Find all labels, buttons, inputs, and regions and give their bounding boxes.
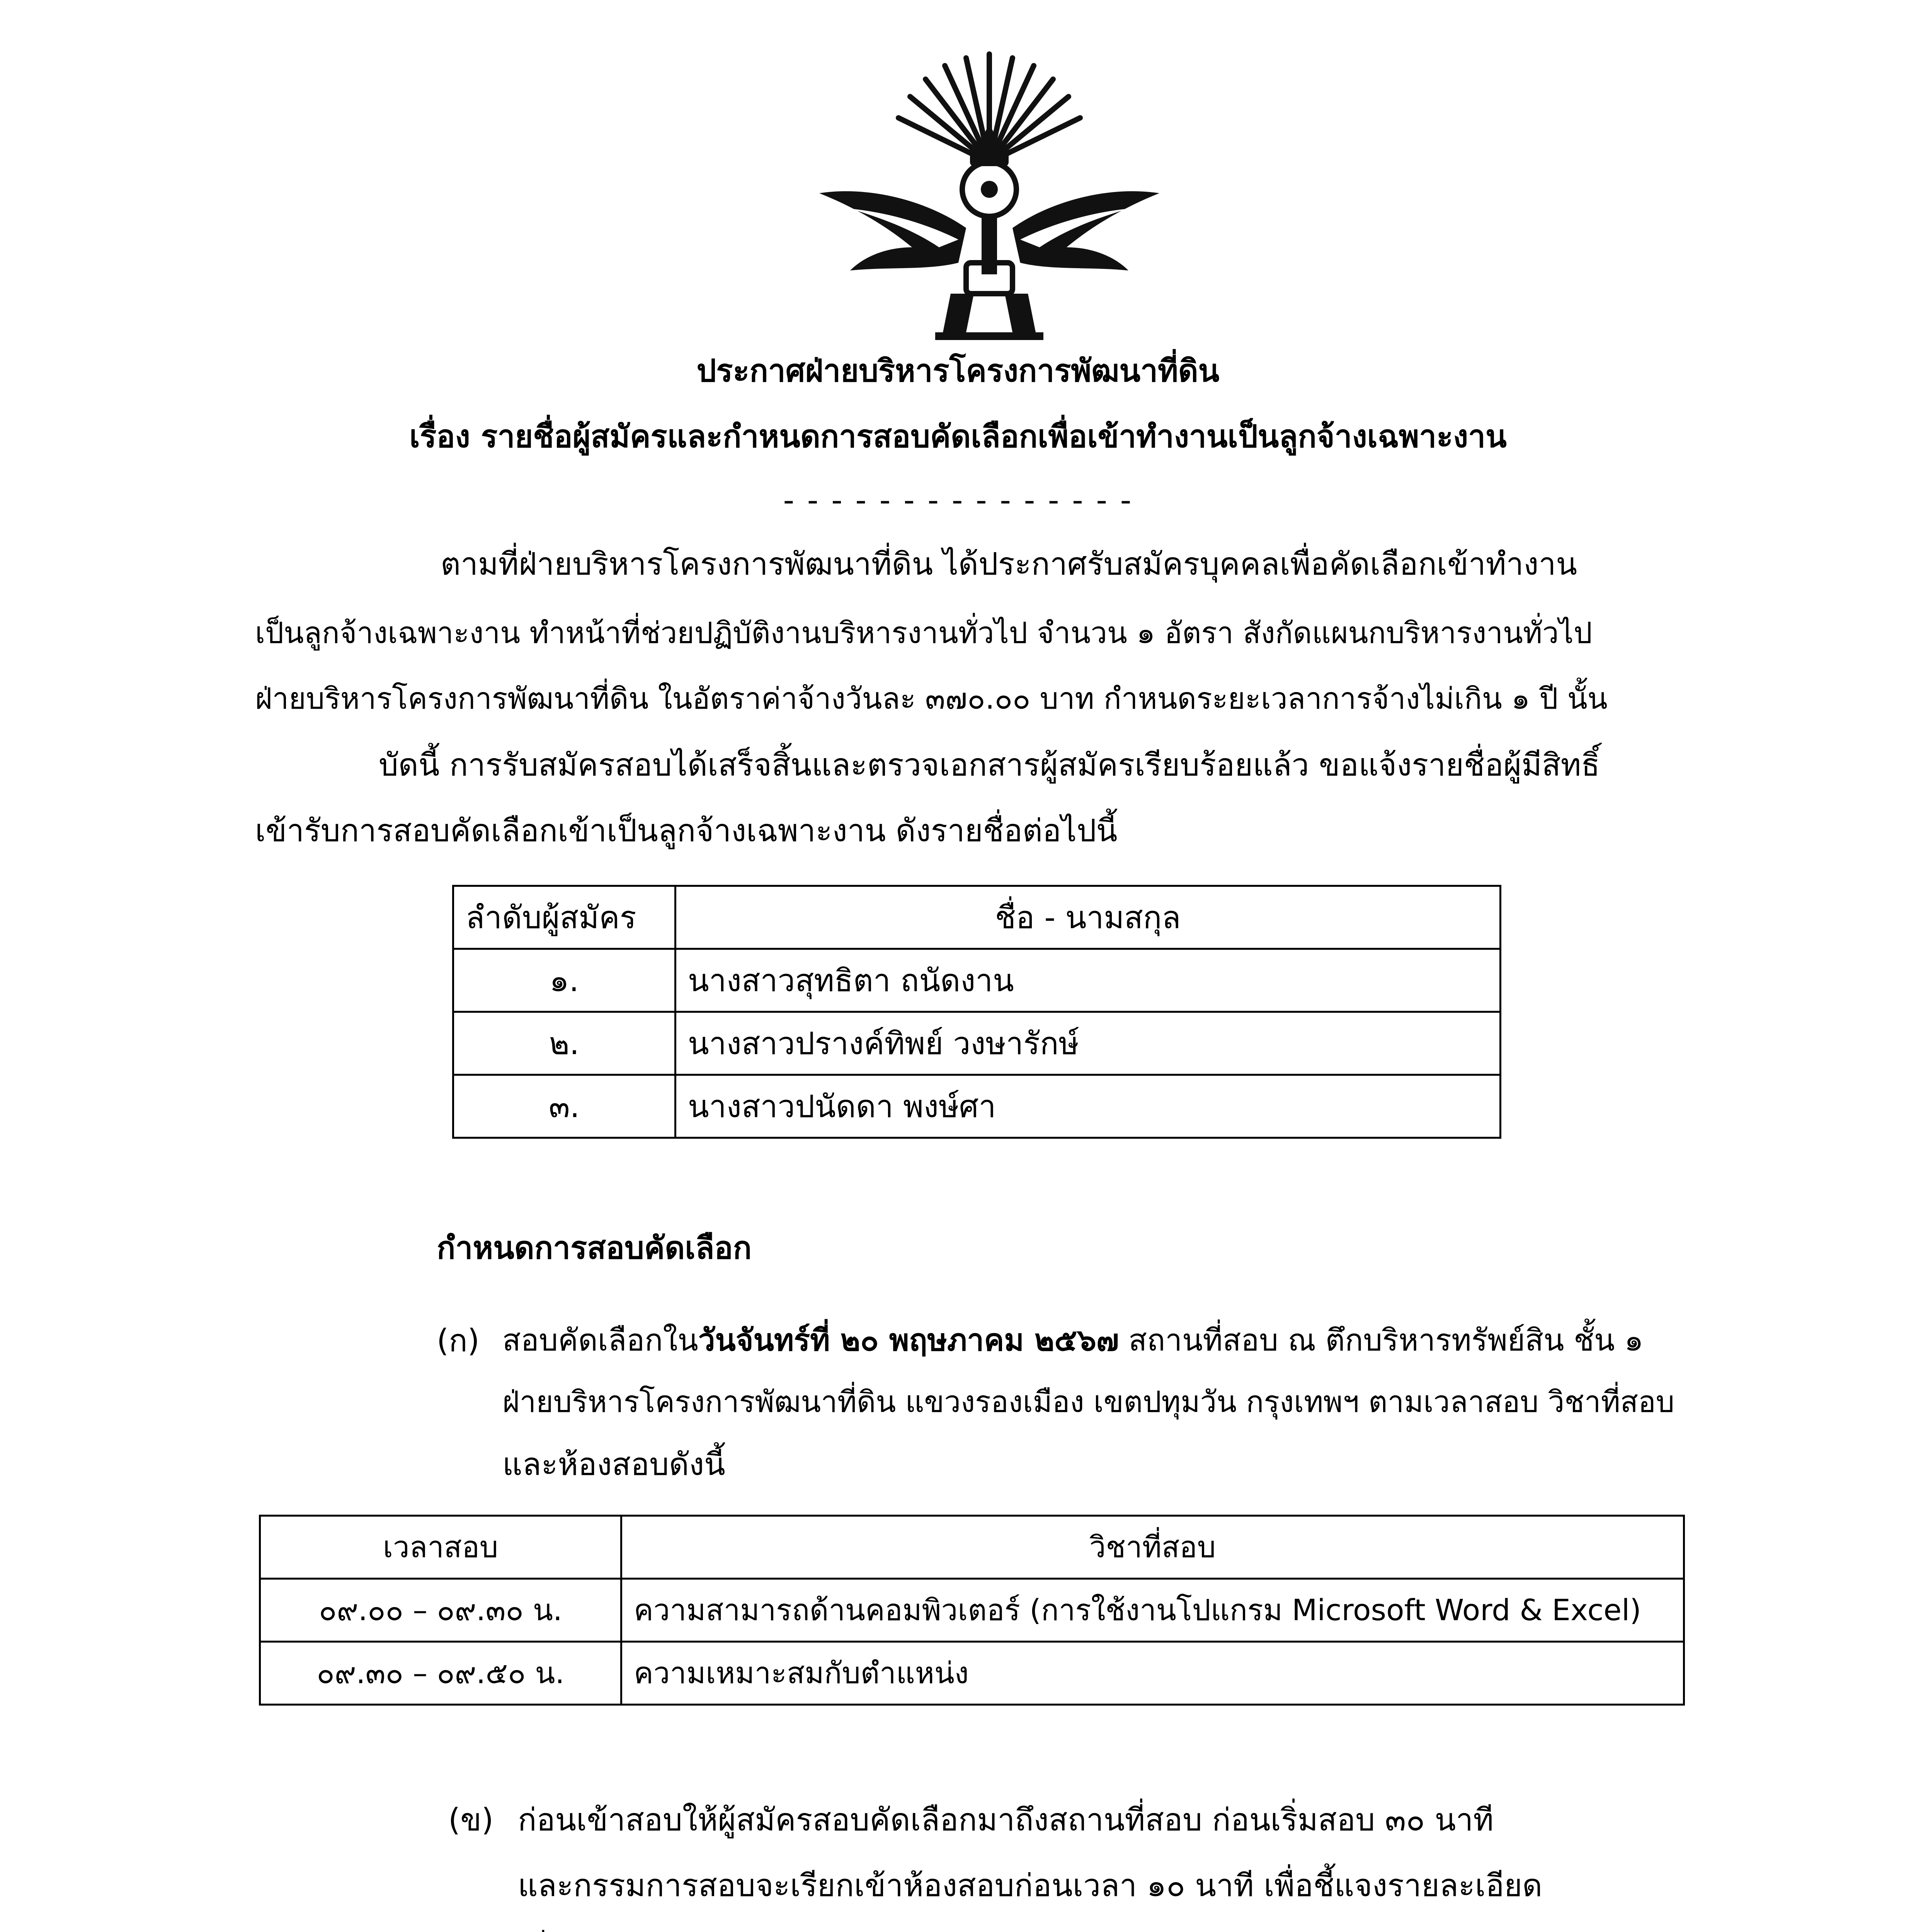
exam-time: ๐๙.๐๐ – ๐๙.๓๐ น. [260, 1579, 621, 1642]
column-header-time: เวลาสอบ [260, 1516, 621, 1579]
schedule-heading: กำหนดการสอบคัดเลือก [437, 1230, 752, 1266]
applicant-name: นางสาวปรางค์ทิพย์ วงษารักษ์ [676, 1012, 1501, 1075]
applicant-name: นางสาวสุทธิตา ถนัดงาน [676, 949, 1501, 1012]
intro-paragraph-2-line-2: เข้ารับการสอบคัดเลือกเข้าเป็นลูกจ้างเฉพาะงาน ดังรายชื่อต่อไปนี้ [255, 813, 1118, 849]
item-a-line-3: และห้องสอบดังนี้ [502, 1446, 725, 1482]
item-a-line-2: ฝ่ายบริหารโครงการพัฒนาที่ดิน แขวงรองเมือง เขตปทุมวัน กรุงเทพฯ ตามเวลาสอบ วิชาที่สอบ [502, 1384, 1674, 1419]
title-divider: - - - - - - - - - - - - - - - [783, 482, 1133, 518]
applicant-number: ๑. [453, 949, 676, 1012]
table-header-row [453, 886, 1501, 949]
item-a-line-1 [502, 1323, 1644, 1358]
column-header-subject: วิชาที่สอบ [621, 1516, 1684, 1579]
exam-schedule-table [259, 1515, 1685, 1706]
royal-emblem-icon [812, 46, 1167, 348]
exam-subject: ความเหมาะสมกับตำแหน่ง [621, 1642, 1684, 1705]
announcement-subject: เรื่อง รายชื่อผู้สมัครและกำหนดการสอบคัดเลือกเพื่อเข้าทำงานเป็นลูกจ้างเฉพาะงาน [409, 418, 1507, 454]
table-row [260, 1642, 1684, 1705]
item-b-label: (ข) [448, 1802, 494, 1838]
table-row [260, 1579, 1684, 1642]
table-row [453, 949, 1501, 1012]
intro-paragraph-1-line-2: เป็นลูกจ้างเฉพาะงาน ทำหน้าที่ช่วยปฏิบัติงานบริหารงานทั่วไป จำนวน ๑ อัตรา สังกัดแผนกบริหารงานทั่วไป [255, 616, 1593, 650]
exam-time: ๐๙.๓๐ – ๐๙.๕๐ น. [260, 1642, 621, 1705]
exam-subject: ความสามารถด้านคอมพิวเตอร์ (การใช้งานโปแกรม Microsoft Word & Excel) [621, 1579, 1684, 1642]
intro-paragraph-1-line-3: ฝ่ายบริหารโครงการพัฒนาที่ดิน ในอัตราค่าจ้างวันละ ๓๗๐.๐๐ บาท กำหนดระยะเวลาการจ้างไม่เกิน ๑ ปี นั้น [255, 681, 1608, 716]
column-header-name: ชื่อ - นามสกุล [676, 886, 1501, 949]
table-row [453, 1012, 1501, 1075]
column-header-order: ลำดับผู้สมัคร [453, 886, 676, 949]
item-a-location: สถานที่สอบ ณ ตึกบริหารทรัพย์สิน ชั้น ๑ [1119, 1323, 1644, 1358]
item-b-line: และกรรมการสอบจะเรียกเข้าห้องสอบก่อนเวลา ๑๐ นาที เพื่อชี้แจงรายละเอียด [518, 1867, 1543, 1903]
applicant-number: ๓. [453, 1075, 676, 1138]
exam-date: วันจันทร์ที่ ๒๐ พฤษภาคม ๒๕๖๗ [698, 1323, 1119, 1358]
item-b-line: ก่อนเข้าสอบให้ผู้สมัครสอบคัดเลือกมาถึงสถานที่สอบ ก่อนเริ่มสอบ ๓๐ นาที [518, 1802, 1494, 1838]
applicant-number: ๒. [453, 1012, 676, 1075]
announcement-title: ประกาศฝ่ายบริหารโครงการพัฒนาที่ดิน [696, 353, 1220, 389]
table-row [453, 1075, 1501, 1138]
intro-paragraph-1-line-1: ตามที่ฝ่ายบริหารโครงการพัฒนาที่ดิน ได้ประกาศรับสมัครบุคคลเพื่อคัดเลือกเข้าทำงาน [441, 546, 1577, 582]
applicant-name: นางสาวปนัดดา พงษ์ศา [676, 1075, 1501, 1138]
applicants-table [452, 885, 1501, 1139]
item-a-text: สอบคัดเลือกใน [502, 1323, 698, 1358]
item-a-label: (ก) [437, 1323, 480, 1359]
table-header-row [260, 1516, 1684, 1579]
intro-paragraph-2-line-1: บัดนี้ การรับสมัครสอบได้เสร็จสิ้นและตรวจเอกสารผู้สมัครเรียบร้อยแล้ว ขอแจ้งรายชื่อผู้มีสิทธิ์ [379, 747, 1600, 783]
